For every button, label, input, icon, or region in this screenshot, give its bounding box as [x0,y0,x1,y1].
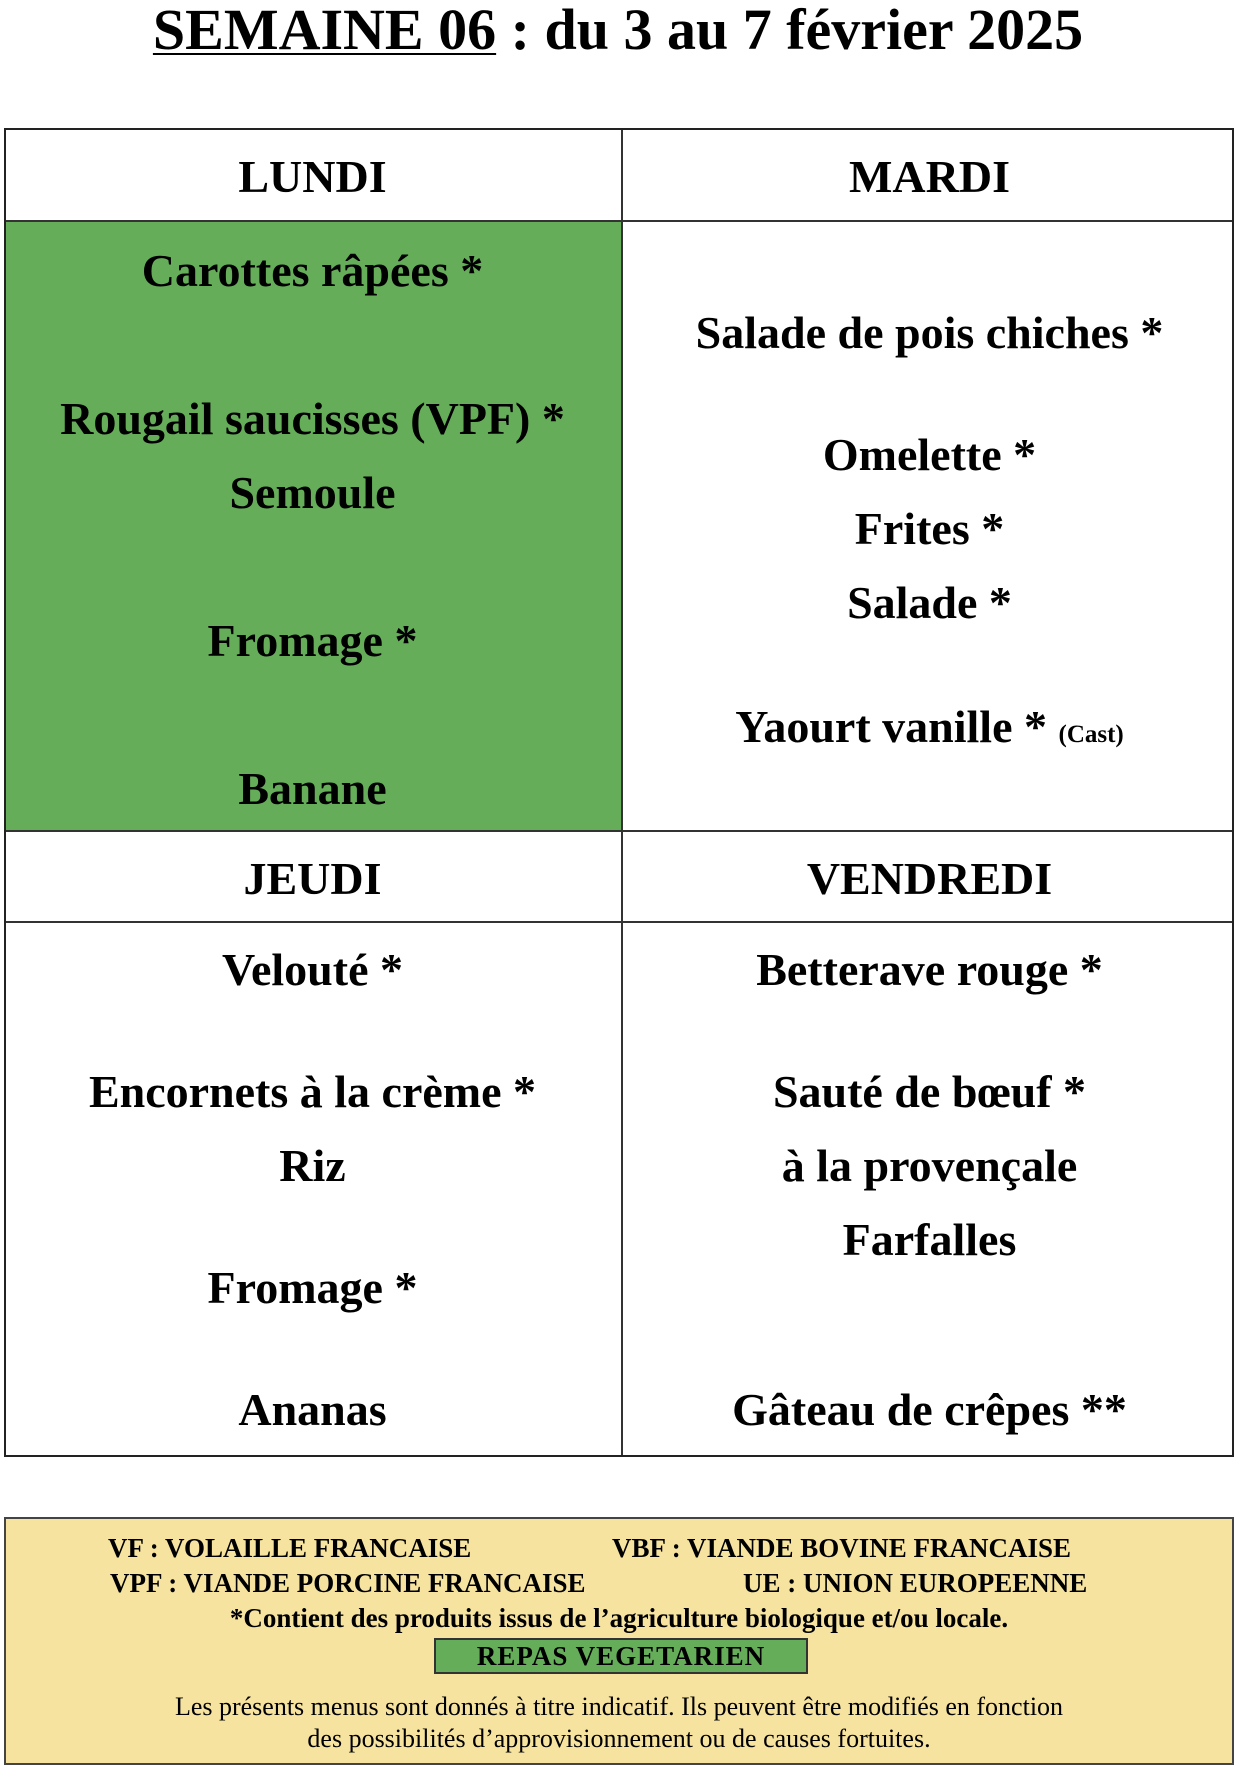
legend-bio: *Contient des produits issus de l’agriculture biologique et/ou locale. [229,1603,1009,1633]
menu-item-thursday-starter: Velouté * [221,944,403,995]
row-divider [6,830,1232,832]
legend-ue: UE : UNION EUROPEENNE [743,1568,1088,1598]
day-header-friday: VENDREDI [806,853,1053,904]
day-header-monday: LUNDI [238,151,387,202]
menu-item-monday-main: Rougail saucisses (VPF) * [60,393,565,444]
menu-item-thursday-cheese: Fromage * [207,1262,418,1313]
disclaimer-line-1: Les présents menus sont donnés à titre indicatif. Ils peuvent être modifiés en fonction [174,1692,1064,1721]
page-title [0,0,1236,60]
week-number: SEMAINE 06 [152,0,497,62]
menu-table [4,128,1234,1457]
menu-item-thursday-side: Riz [279,1140,346,1191]
vegetarian-meal-badge: REPAS VEGETARIEN [434,1638,808,1674]
menu-item-thursday-dessert: Ananas [238,1384,387,1435]
menu-item-friday-main: Sauté de bœuf * [772,1066,1087,1117]
week-dates: : du 3 au 7 février 2025 [496,0,1084,62]
menu-item-monday-dessert: Banane [238,763,387,814]
legend-vf: VF : VOLAILLE FRANCAISE [108,1533,472,1563]
day-header-thursday: JEUDI [243,853,382,904]
monday-vegetarian-cell [6,222,621,830]
menu-item-monday-cheese: Fromage * [207,615,418,666]
menu-item-tuesday-main: Omelette * [822,429,1037,480]
menu-item-monday-side: Semoule [229,467,396,518]
row-divider [6,921,1232,923]
legend-vpf: VPF : VIANDE PORCINE FRANCAISE [110,1568,586,1598]
legend-box [4,1517,1234,1765]
menu-item-tuesday-starter: Salade de pois chiches * [695,307,1164,358]
disclaimer-line-2: des possibilités d’approvisionnement ou de causes fortuites. [307,1724,931,1753]
tuesday-dessert-note: (Cast) [1058,721,1124,748]
menu-item-tuesday-salad: Salade * [847,577,1012,628]
menu-item-friday-side: Farfalles [842,1214,1017,1265]
legend-vbf: VBF : VIANDE BOVINE FRANCAISE [612,1533,1072,1563]
menu-item-friday-dessert: Gâteau de crêpes ** [732,1384,1127,1435]
menu-item-friday-main-cont: à la provençale [781,1140,1078,1191]
menu-item-thursday-main: Encornets à la crème * [88,1066,537,1117]
menu-item-tuesday-side: Frites * [854,503,1005,554]
tuesday-dessert-label: Yaourt vanille * [735,701,1047,752]
day-header-tuesday: MARDI [849,151,1010,202]
menu-item-friday-starter: Betterave rouge * [756,944,1103,995]
menu-item-tuesday-dessert [623,700,1236,753]
row-divider [6,220,1232,222]
menu-item-monday-starter: Carottes râpées * [141,245,484,296]
